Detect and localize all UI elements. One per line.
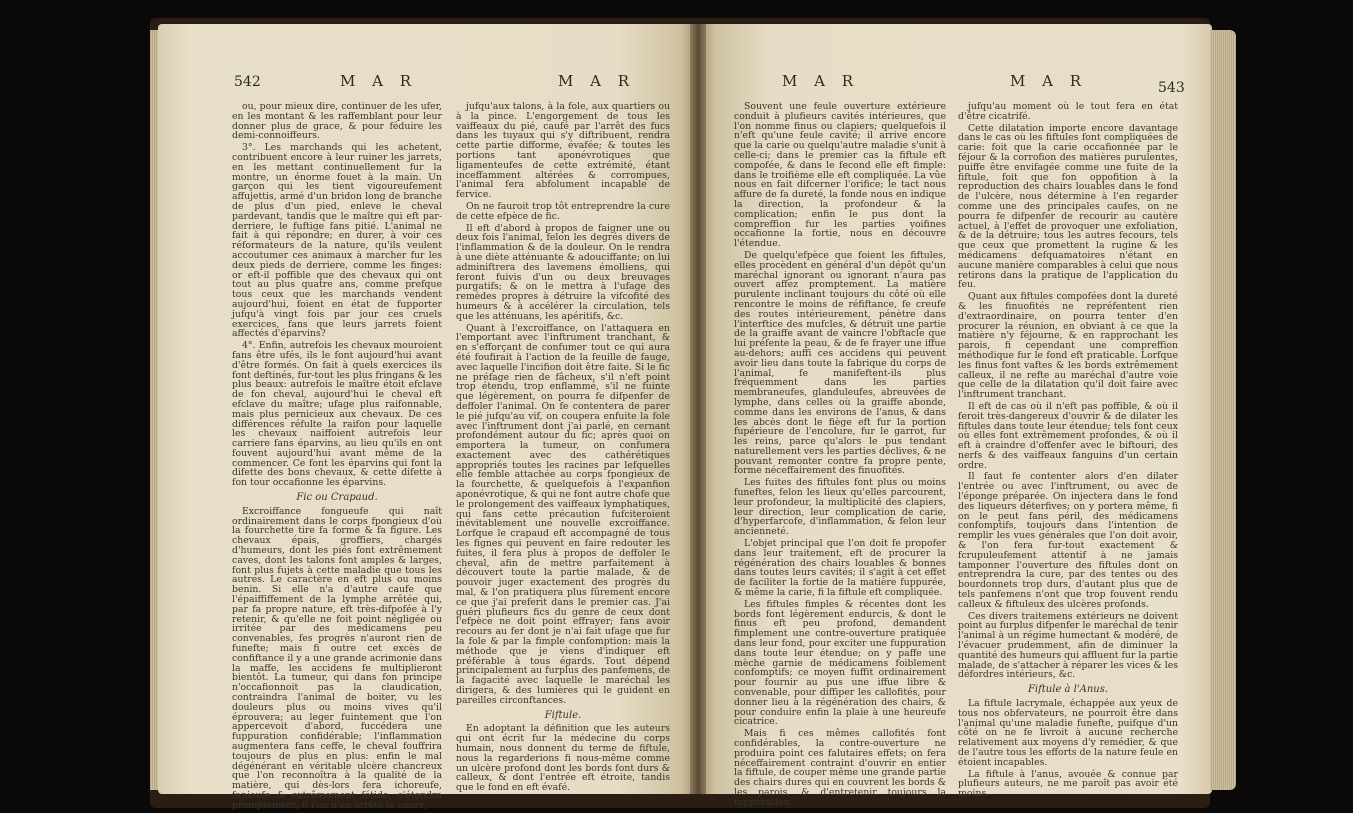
book-gutter	[690, 24, 706, 794]
paragraph: Cette dilatation importe encore davantage dans le cas où les fiftules font compliquées de carie: foit que la carie occafionnée par le féjour & la corrofion des matières purulentes, puiffe être envifagée comme une fuite de la fiftule, foit que fon oppofition à la reproduction des chairs louables dans le fond de l'ulcère, nous détermine à l'en regarder comme une des principales caufes, on ne pourra fe difpenfer de recourir au cautère actuel, à l'effet de provoquer une exfoliation, & de la détruire; tous les autres fecours, tels que ceux que promettent la rugine & les médicamens defquamatoires n'étant en aucune manière comparables à celui que nous retirons dans la pratique de l'application du feu.	[958, 122, 1178, 291]
page-number-right: 543	[1158, 80, 1185, 96]
paragraph: En adoptant la définition que les auteurs qui ont écrit fur la médecine du corps humain, nous donnent du terme de fiftule, nous la regarderions fi nous-même comme un ulcère profond dont les bords font durs & calleux, & dont l'entrée eft étroite, tandis que le fond en eft évafé.	[456, 723, 670, 794]
left-page-column-1	[232, 102, 442, 813]
right-page-column-1	[734, 102, 946, 810]
paragraph: Il eft d'abord à propos de faigner une ou deux fois l'animal, felon les degrés divers de l'inflammation & de la douleur. On le rendra à une diète atténuante & adouciffante; on lui adminiftrera des lavemens émolliens, qui feront fuivis d'un ou deux breuvages purgatifs; & on le mettra à l'ufage des remèdes propres à détruire la vifcofité des humeurs & à accélérer la circulation, tels que les atténuans, les apéritifs, &c.	[456, 222, 670, 322]
paragraph: 4°. Enfin, autrefois les chevaux mouroient fans être ufés, ils le font aujourd'hui avant d'être formés. On fait à quels exercices ils font deftinés, fur-tout les plus fringans & les plus beaux: autrefois le maître étoit efclave de fon cheval, aujourd'hui le cheval eft efclave du maître; ufage plus raifonnable, mais plus pernicieux aux chevaux. De ces différences réfulte la raifon pour laquelle les chevaux naiffoient autrefois leur carriere fans éparvins, au lieu qu'ils en ont fouvent aujourd'hui avant même de la commencer. Ce font les éparvins qui font la difette des bons chevaux, & cette difette à fon tour occafionne les éparvins.	[232, 340, 442, 489]
section-heading: Fiftule à l'Anus.	[1027, 684, 1109, 696]
paragraph: Souvent une feule ouverture extérieure conduit à plufieurs cavités intérieures, que l'on nomme finus ou clapiers; quelquefois il n'eft qu'une feule cavité; il arrive encore que la carie ou quelqu'autre maladie s'unit à celle-ci; dans le premier cas la fiftule eft compofée, & dans le fecond elle eft fimple: dans le troifième elle eft compliquée. La vûe nous en fait difcerner l'orifice; le tact nous affure de fa dureté, la fonde nous en indique la direction, la profondeur & la complication; enfin le pus dont la compreffion fur les parties voifines occafionne la fortie, nous en découvre l'étendue.	[734, 101, 946, 250]
running-head-right-2: M A R	[1010, 72, 1088, 90]
left-page	[158, 24, 696, 811]
paragraph: Les fiftules fimples & récentes dont les bords font légèrement endurcis, & dont le finus eft peu profond, demandent fimplement une contre-ouverture pratiquée dans leur fond, pour exciter une fuppuration dans toute leur étendue; on y paffe une mèche garnie de médicamens foiblement confomptifs; ce moyen fuffit ordinairement pour fournir au pus une iffue libre & convenable, pour diffiper les callofités, pour donner lieu à la régénération des chairs, & pour conduire enfin la plaie à une heureufe cicatrice.	[734, 598, 946, 728]
left-page-column-2	[456, 102, 670, 795]
paragraph: ou, pour mieux dire, continuer de les ufer, en les montant & les raffemblant pour leur donner plus de grace, & pour féduire les demi-connoiffeurs.	[232, 101, 442, 142]
paragraph: Les fuites des fiftules font plus ou moins funeftes, felon les lieux qu'elles parcourent, leur profondeur, la multiplicité des clapiers, leur direction, leur complication de carie, d'hyperfarcofe, d'inflammation, & felon leur ancienneté.	[734, 477, 946, 538]
section-heading: Fiftule.	[544, 709, 582, 721]
right-page-column-2	[958, 102, 1178, 801]
paragraph: De quelqu'efpèce que foient les fiftules, elles procèdent en général d'un dépôt qu'un maréchal ignorant ou ignorant n'aura pas ouvert affez promptement. La matière purulente inclinant toujours du côté où elle rencontre le moins de réfiftance, fe creufe des routes intérieurement, pénètre dans l'interftice des mufcles, & détruit une partie de la graiffe avant de vaincre l'obftacle que lui préfente la peau, & de fe frayer une iffue au-dehors; auffi ces accidens qui peuvent avoir lieu dans toute la fabrique du corps de l'animal, fe manifeftent-ils plus fréquemment dans les parties membraneufes, glanduleufes, abreuvées de lymphe, dans celles où la graiffe abonde, comme dans les environs de l'anus, & dans les abcès dont le fiège eft fur la portion fupérieure de l'encolure, fur le garrot, fur les reins, parce qu'alors le pus tendant naturellement vers les parties déclives, & ne pouvant remonter contre fa propre pente, forme néceffairement des finuofités.	[734, 249, 946, 477]
paragraph: La fiftule lacrymale, échappée aux yeux de tous nos obfervateurs, ne pourroit être dans l'animal qu'une maladie funefte, puifque d'un côté on ne fe livroit à aucune recherche relativement aux moyens d'y remédier, & que de l'autre tous les efforts de la nature feule en étoient incapables.	[958, 698, 1178, 768]
paragraph: La fiftule à l'anus, avouée & connue par plufieurs auteurs, ne me paroît pas avoir été moins	[958, 768, 1178, 800]
page-edges-right	[1210, 30, 1236, 790]
paragraph: Ces divers traitemens extérieurs ne doivent point au furplus difpenfer le maréchal de tenir l'animal à un régime humectant & modéré, de l'évacuer prudemment, afin de diminuer la quantité des humeurs qui affluent fur la partie malade, de s'attacher à réparer les vices & les défordres intérieurs, &c.	[958, 610, 1178, 681]
paragraph: Mais fi ces mêmes callofités font confidérables, la contre-ouverture ne produira point ces falutaires effets; on fera néceffairement contraint d'ouvrir en entier la fiftule, de couper même une grande partie des chairs dures qui en couvrent les bords & les parois, & d'entretenir toujours la fuppuration	[734, 728, 946, 808]
paragraph: Il eft de cas où il n'eft pas poffible, & où il feroit très-dangereux d'ouvrir & de dilater les fiftules dans toute leur étendue; tels font ceux où elles font extrêmement profondes, & où il eft à craindre d'offenfer avec le biftouri, des nerfs & des vaiffeaux fanguins d'un certain ordre.	[958, 400, 1178, 471]
running-head-left-2: M A R	[558, 72, 636, 90]
paragraph: 3°. Les marchands qui les achetent, contribuent encore à leur ruiner les jarrets, en les mettant continuellement fur la montre, un énorme fouet à la main. Un garçon qui les tient vigoureufement affujettis, armé d'un bridon long de branche de plus d'un pied, enleve le cheval pardevant, tandis que le maître qui eft par-derriere, le fuftige fans pitié. L'animal ne fait à qui répondre; en durer, à voir ces réformateurs de la nature, qu'ils veulent accoutumer ces animaux à marcher fur les deux pieds de derriere, comme les finges: or eft-il poffible que des chevaux qui ont tout au plus quatre ans, comme prefque tous ceux que les marchands vendent aujourd'hui, foient en état de fupporter jufqu'à vingt fois par jour ces cruels exercices, fans que leurs jarrets foient affectés d'éparvins?	[232, 142, 442, 340]
running-head-left-1: M A R	[340, 72, 418, 90]
paragraph: Excroiffance fongueufe qui naît ordinairement dans le corps fpongieux d'où la fourchette tire fa forme & fa figure. Les chevaux épais, groffiers, chargés d'humeurs, dont les piés font extrêmement caves, dont les talons font amples & larges, font plus fujets à cette maladie que tous les autres. Le caractère en eft plus ou moins benin. Si elle n'a d'autre caufe que l'épaiffiffement de la lymphe arrêtée qui, par fa propre nature, eft très-difpofée à l'y retenir, & qu'elle ne foit point négligée ou irritée par des médicamens peu convenables, fes progrès n'auront rien de funefte; mais fi outre cet excès de confiftance il y a une grande acrimonie dans la maffe, les accidens fe multiplieront bientôt. La tumeur, qui dans fon principe n'occafionnoit pas la claudication, contraindra l'animal de boiter, vu les douleurs plus ou moins vives qu'il éprouvera; au leger fuintement que l'on appercevoit d'abord, fuccédera une fuppuration confidérable; l'inflammation augmentera fans ceffe, le cheval fouffrira toujours de plus en plus: enfin le mal dégénérant en véritable ulcère chancreux que l'on reconnoîtra à la qualité de la matière, qui dès-lors fera ichoreufe, fanieufe & extrêmement fétide, s'étendra promptement, fi l'on n'en arrête le cours,	[232, 505, 442, 811]
paragraph: Il faut fe contenter alors d'en dilater l'entrée ou avec l'inftrument, ou avec de l'éponge préparée. On injectera dans le fond des liqueurs déterfives; on y portera même, fi on le peut fans péril, des médicamens confomptifs, toujours dans l'intention de remplir les vues générales que l'on doit avoir, & l'on fera fur-tout exactement & fcrupuleufement attentif à ne jamais tamponner l'ouverture des fiftules dont on entreprendra la cure, par des tentes ou des bourdonnets trop durs, d'autant plus que de tels panfemens n'ont que trop fouvent rendu calleux & fiftuleux des ulcères profonds.	[958, 471, 1178, 610]
paragraph: On ne fauroit trop tôt entreprendre la cure de cette efpèce de fic.	[456, 200, 670, 222]
paragraph: Quant à l'excroiffance, on l'attaquera en l'emportant avec l'inftrument tranchant, & en s'efforçant de confumer tout ce qui aura été foufirait à l'action de la feuille de fauge, avec laquelle l'incifion doit être faite. Si le fic ne préfage rien de fâcheux, s'il n'eft point trop étendu, trop enflammé, s'il ne fuinte que légèrement, on pourra fe difpenfer de deffoler l'animal. On fe contentera de parer le pié jufqu'au vif, on coupera enfuite la fole avec l'inftrument dont j'ai parlé, en cernant profondément autour du fic; après quoi on emportera la tumeur, on confumera exactement avec des cathérétiques appropriés toutes les racines par lefquelles elle femble attachée au corps fpongieux de la fourchette, & quelquefois à l'expanfion aponévrotique, & qui ne font autre chofe que le prolongement des vaiffeaux lymphatiques, qui fans cette précaution fufciteroient inévitablement une nouvelle excroiffance. Lorfque le crapaud eft accompagné de tous les fignes qui peuvent en faire redouter les fuites, il fera plus à propos de deffoler le cheval, afin de mettre parfaitement à découvert toute la partie malade, & de pouvoir juger exactement des progrès du mal, & l'on pratiquera plus fûrement encore ce que j'ai preferit dans le premier cas. J'ai guéri plufieurs fics du genre de ceux dont l'efpèce ne doit point effrayer; fans avoir recours au fer dont je n'ai fait ufage que fur la fole & par la fimple confomption: mais la méthode que je viens d'indiquer eft préférable à tous égards. Tout dépend principalement au furplus des panfemens, de la fagacité avec laquelle le maréchal les dirigera, & des lumières qui le guident en pareilles circonftances.	[456, 322, 670, 706]
page-number-left: 542	[234, 74, 261, 90]
paragraph: L'objet principal que l'on doit fe propofer dans leur traitement, eft de procurer la régénération des chairs louables & bonnes dans toutes leurs cavités; il s'agit à cet effet de faciliter la fortie de la matière fuppurée, & même la carie, fi la fiftule eft compliquée.	[734, 538, 946, 599]
section-heading: Fic ou Crapaud.	[296, 492, 378, 504]
paragraph: Quant aux fiftules compofées dont la dureté & les finuofités ne repréfentent rien d'extraordinaire, on pourra tenter d'en procurer la réunion, en obviant à ce que la matière n'y féjourne, & en rapprochant les parois, fi cependant une compreffion méthodique fur le fond eft praticable. Lorfque les finus font vaftes & les bords extrêmement calleux, il ne refte au maréchal d'autre voie que celle de la dilatation qu'il doit faire avec l'inftrument tranchant.	[958, 291, 1178, 401]
right-page	[700, 24, 1212, 808]
paragraph: jufqu'aux talons, à la fole, aux quartiers ou à la pince. L'engorgement de tous les vaiffeaux du pié, caufé par l'arrêt des fucs dans les tuyaux qui s'y diftribuent, rendra cette partie difforme, évafée; & toutes les portions tant aponévrotiques que ligamenteufes de cette extrémité, étant inceffamment altérées & corrompues, l'animal fera abfolument incapable de fervice.	[456, 101, 670, 201]
paragraph: jufqu'au moment où le tout fera en état d'être cicatrifé.	[958, 101, 1178, 122]
running-head-right-1: M A R	[782, 72, 860, 90]
